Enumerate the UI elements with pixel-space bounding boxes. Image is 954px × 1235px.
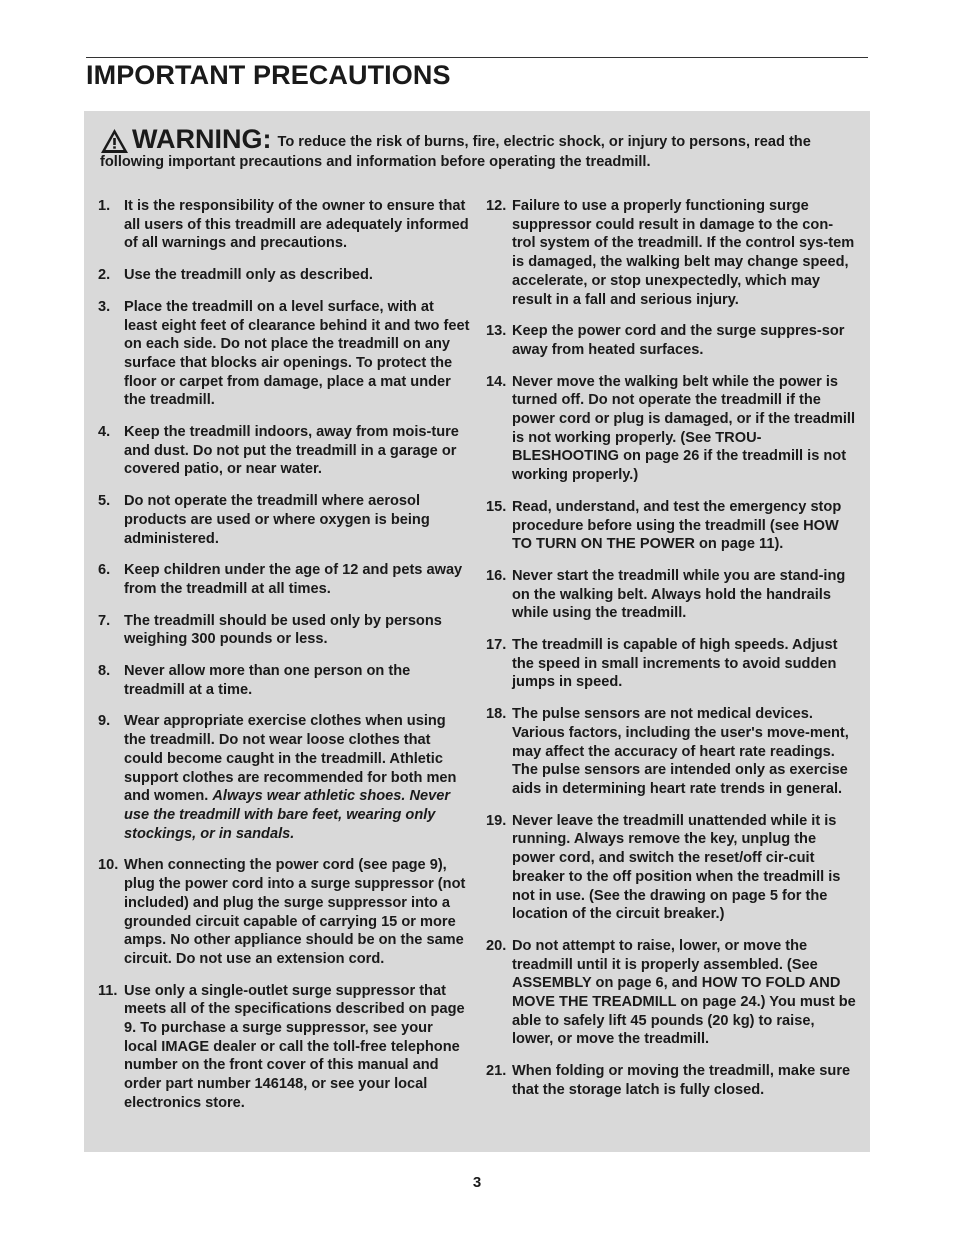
precaution-text: Do not operate the treadmill where aerosol products are used or where oxygen is being administered.	[124, 493, 430, 547]
precaution-text-block	[512, 322, 856, 359]
precaution-text-block	[124, 662, 470, 699]
precaution-item	[98, 561, 470, 598]
precaution-item	[486, 1062, 856, 1099]
precaution-item	[486, 937, 856, 1049]
page-title: IMPORTANT PRECAUTIONS	[86, 60, 451, 90]
precaution-text: Read, understand, and test the emergency stop procedure before using the treadmill (see HOW TO TURN ON THE POWER on page 11).	[512, 498, 842, 553]
precaution-text-block	[124, 712, 470, 843]
precaution-text: Wear appropriate exercise clothes when using the treadmill. Do not wear loose clothes that could become caught in the treadmill. Athletic support clothes are recommended for both men and women.	[124, 713, 457, 805]
precaution-item	[486, 567, 856, 623]
precaution-text-block	[124, 492, 470, 548]
precaution-item	[98, 492, 470, 548]
precautions-left-column	[98, 197, 470, 1126]
precaution-text-block	[512, 373, 856, 485]
precaution-text: Place the treadmill on a level surface, with at least eight feet of clearance behind it and two feet on each side. Do not place the treadmill on any surface that blocks air openings. To protect the floor or carpet from damage, place a mat under the treadmill.	[124, 298, 470, 409]
precaution-text-block	[512, 197, 856, 309]
precaution-item	[486, 705, 856, 799]
precaution-text-block	[124, 197, 470, 253]
precaution-text: Never allow more than one person on the treadmill at a time.	[124, 663, 411, 698]
precaution-text-block	[512, 498, 856, 554]
precaution-text-block	[124, 982, 470, 1113]
precaution-text: The pulse sensors are not medical devices. Various factors, including the user's move-ment, may affect the accuracy of heart rate readings. The pulse sensors are intended only as exercise aids in determining heart rate trends in general.	[512, 706, 849, 797]
precaution-text: It is the responsibility of the owner to ensure that all users of this treadmill are adequately informed of all warnings and precautions.	[124, 198, 469, 252]
precaution-text: Use the treadmill only as described.	[124, 267, 373, 284]
precaution-number: 2.	[98, 267, 111, 284]
precaution-text: Never move the walking belt while the power is turned off. Do not operate the treadmill if the power cord or plug is damaged, or if the treadmill is not working properly. (See TROU-BLESHOOTING on page 26 if the treadmill is not working properly.)	[512, 373, 856, 484]
precaution-text-block	[124, 561, 470, 598]
precaution-item	[486, 812, 856, 924]
precaution-number: 3.	[98, 298, 111, 315]
precaution-number: 10.	[98, 857, 119, 874]
precaution-text: Never start the treadmill while you are stand-ing on the walking belt. Always hold the handrails while using the treadmill.	[512, 567, 846, 622]
precaution-item	[98, 298, 470, 410]
precaution-number: 6.	[98, 562, 111, 579]
precaution-item	[98, 662, 470, 699]
precaution-text-block	[124, 612, 470, 649]
precaution-number: 4.	[98, 424, 111, 441]
precaution-item	[486, 636, 856, 692]
precaution-text-block	[512, 937, 856, 1049]
precaution-text-block	[512, 812, 856, 924]
precaution-item	[486, 498, 856, 554]
precaution-number: 5.	[98, 493, 111, 510]
precaution-number: 9.	[98, 713, 111, 730]
precaution-number: 20.	[486, 937, 507, 954]
precaution-text-block	[124, 298, 470, 410]
precaution-text: Keep children under the age of 12 and pets away from the treadmill at all times.	[124, 562, 463, 597]
precaution-text: Use only a single-outlet surge suppressor that meets all of the specifications described on page 9. To purchase a surge suppressor, see your local IMAGE dealer or call the toll-free telephone number on the front cover of this manual and order part number 146148, or see your local electronics store.	[124, 982, 465, 1111]
precaution-text-block	[124, 423, 470, 479]
header-rule	[86, 57, 868, 58]
warning-intro-line2: following important precautions and information before operating the treadmill.	[100, 154, 651, 170]
precaution-text-block	[512, 705, 856, 799]
precaution-text: When connecting the power cord (see page 9), plug the power cord into a surge suppressor (not included) and plug the surge suppressor into a grounded circuit capable of carrying 15 or more amps. No other appliance should be on the same circuit. Do not use an extension cord.	[124, 857, 466, 967]
precaution-item	[98, 612, 470, 649]
precaution-item	[98, 197, 470, 253]
precaution-number: 19.	[486, 812, 507, 829]
precaution-number: 13.	[486, 323, 507, 340]
precaution-item	[98, 856, 470, 968]
precaution-item	[98, 423, 470, 479]
precaution-number: 17.	[486, 637, 507, 654]
precaution-emphasis: Always wear athletic shoes. Never use the treadmill with bare feet, wearing only stockings, or in sandals.	[124, 788, 451, 842]
warning-intro-line1: To reduce the risk of burns, fire, electric shock, or injury to persons, read the	[277, 134, 811, 150]
precaution-number: 14.	[486, 373, 507, 390]
precaution-number: 7.	[98, 612, 111, 629]
precaution-number: 21.	[486, 1063, 507, 1080]
precaution-item	[98, 712, 470, 843]
precaution-item	[486, 373, 856, 485]
precaution-text: Do not attempt to raise, lower, or move the treadmill until it is properly assembled. (See ASSEMBLY on page 6, and HOW TO FOLD AND MOVE THE TREADMILL on page 24.) You must be able to safely lift 45 pounds (20 kg) to raise, lower, or move the treadmill.	[512, 937, 856, 1048]
precaution-text: When folding or moving the treadmill, make sure that the storage latch is fully closed.	[512, 1063, 851, 1098]
warning-triangle-icon	[100, 128, 129, 154]
precaution-text: Keep the treadmill indoors, away from mois-ture and dust. Do not put the treadmill in a garage or covered patio, or near water.	[124, 424, 459, 478]
precaution-text: Keep the power cord and the surge suppres-sor away from heated surfaces.	[512, 323, 845, 358]
precaution-text-block	[124, 266, 470, 285]
precaution-number: 1.	[98, 198, 111, 214]
precaution-text-block	[512, 567, 856, 623]
precaution-item	[98, 982, 470, 1113]
page-number: 3	[472, 1174, 482, 1191]
precaution-number: 16.	[486, 567, 507, 584]
precaution-item	[98, 266, 470, 285]
precaution-text: Failure to use a properly functioning surge suppressor could result in damage to the con-trol system of the treadmill. If the control sys-tem is damaged, the walking belt may change speed, accelerate, or stop unexpectedly, which may result in a fall and serious injury.	[512, 198, 855, 308]
precaution-text: Never leave the treadmill unattended while it is running. Always remove the key, unplug the power cord, and switch the reset/off cir-cuit breaker to the off position when the treadmill is not in use. (See the drawing on page 5 for the location of the circuit breaker.)	[512, 812, 841, 923]
precaution-number: 18.	[486, 706, 507, 723]
precautions-right-column	[486, 197, 856, 1113]
precaution-text-block	[124, 856, 470, 968]
warning-box	[84, 111, 870, 1152]
warning-word: WARNING:	[132, 124, 272, 154]
precaution-number: 12.	[486, 198, 507, 214]
precaution-text-block	[512, 1062, 856, 1099]
precaution-text: The treadmill should be used only by persons weighing 300 pounds or less.	[124, 612, 442, 648]
precaution-item	[486, 197, 856, 309]
precaution-number: 11.	[98, 982, 118, 999]
precaution-text: The treadmill is capable of high speeds. Adjust the speed in small increments to avoid sudden jumps in speed.	[512, 637, 838, 691]
warning-header	[100, 125, 860, 171]
precaution-number: 8.	[98, 663, 111, 680]
precaution-item	[486, 322, 856, 359]
precaution-text-block	[512, 636, 856, 692]
precaution-number: 15.	[486, 498, 507, 515]
